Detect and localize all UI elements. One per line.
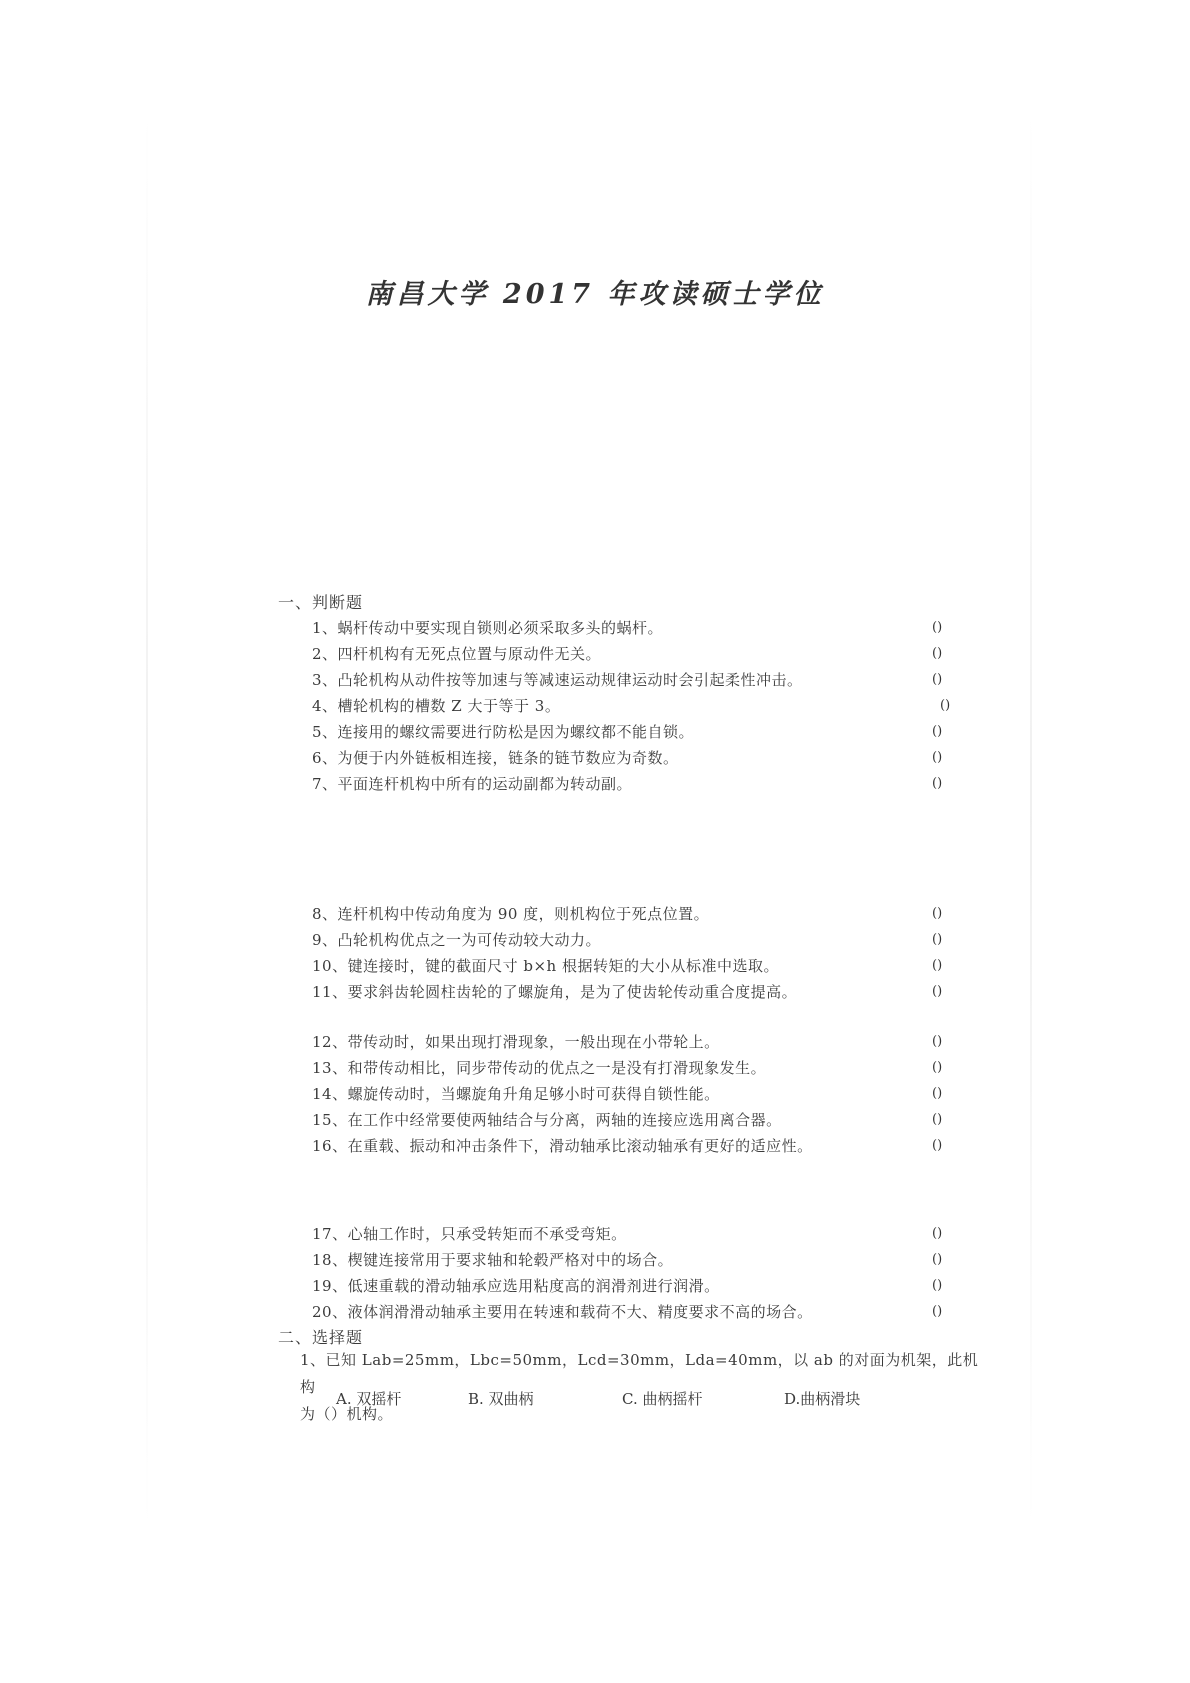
answer-paren: () (932, 646, 943, 661)
judgment-question (312, 1082, 952, 1106)
answer-paren: () (932, 958, 943, 973)
judgment-question (312, 1300, 952, 1324)
answer-paren: () (932, 750, 943, 765)
question-text: 2、四杆机构有无死点位置与原动件无关。 (312, 645, 602, 663)
judgment-question (312, 694, 952, 718)
answer-paren: () (932, 1304, 943, 1319)
judgment-question (312, 720, 952, 744)
question-text: 13、和带传动相比，同步带传动的优点之一是没有打滑现象发生。 (312, 1059, 767, 1077)
option-c: C. 曲柄摇杆 (622, 1390, 703, 1408)
option-b: B. 双曲柄 (468, 1390, 534, 1408)
answer-paren: () (932, 906, 943, 921)
answer-paren: () (940, 698, 951, 713)
option-a: A. 双摇杆 (336, 1390, 402, 1408)
judgment-question (312, 1222, 952, 1246)
question-text: 19、低速重载的滑动轴承应选用粘度高的润滑剂进行润滑。 (312, 1277, 720, 1295)
question-text: 10、键连接时，键的截面尺寸 b×h 根据转矩的大小从标准中选取。 (312, 957, 779, 975)
scan-edge-right (1030, 110, 1032, 1530)
judgment-question (312, 1134, 952, 1158)
choice-options (336, 1388, 936, 1414)
answer-paren: () (932, 1278, 943, 1293)
choice-stem-line: 为（）机构。 (300, 1405, 394, 1423)
answer-paren: () (932, 1060, 943, 1075)
answer-paren: () (932, 620, 943, 635)
question-text: 17、心轴工作时，只承受转矩而不承受弯矩。 (312, 1225, 627, 1243)
judgment-question (312, 980, 952, 1004)
judgment-question (312, 772, 952, 796)
question-text: 18、楔键连接常用于要求轴和轮毂严格对中的场合。 (312, 1251, 674, 1269)
question-text: 3、凸轮机构从动件按等加速与等减速运动规律运动时会引起柔性冲击。 (312, 671, 803, 689)
question-text: 20、液体润滑滑动轴承主要用在转速和载荷不大、精度要求不高的场合。 (312, 1303, 813, 1321)
judgment-question (312, 746, 952, 770)
question-text: 9、凸轮机构优点之一为可传动较大动力。 (312, 931, 602, 949)
judgment-question (312, 928, 952, 952)
question-text: 1、蜗杆传动中要实现自锁则必须采取多头的蜗杆。 (312, 619, 664, 637)
judgment-question (312, 1108, 952, 1132)
answer-paren: () (932, 1138, 943, 1153)
section-heading-choice: 二、选择题 (278, 1328, 364, 1347)
judgment-question (312, 902, 952, 926)
judgment-question (312, 954, 952, 978)
page-title: 南昌大学 2017 年攻读硕士学位 (365, 279, 825, 310)
question-text: 7、平面连杆机构中所有的运动副都为转动副。 (312, 775, 633, 793)
answer-paren: () (932, 984, 943, 999)
answer-paren: () (932, 1034, 943, 1049)
judgment-question (312, 642, 952, 666)
question-text: 4、槽轮机构的槽数 Z 大于等于 3。 (312, 697, 561, 715)
section-heading-judgment: 一、判断题 (278, 593, 364, 612)
judgment-question (312, 616, 952, 640)
option-d: D.曲柄滑块 (784, 1390, 861, 1408)
answer-paren: () (932, 724, 943, 739)
question-text: 16、在重载、振动和冲击条件下，滑动轴承比滚动轴承有更好的适应性。 (312, 1137, 813, 1155)
answer-paren: () (932, 1112, 943, 1127)
question-text: 6、为便于内外链板相连接，链条的链节数应为奇数。 (312, 749, 679, 767)
question-text: 8、连杆机构中传动角度为 90 度，则机构位于死点位置。 (312, 905, 710, 923)
question-text: 5、连接用的螺纹需要进行防松是因为螺纹都不能自锁。 (312, 723, 695, 741)
judgment-question (312, 1030, 952, 1054)
question-text: 15、在工作中经常要使两轴结合与分离，两轴的连接应选用离合器。 (312, 1111, 782, 1129)
answer-paren: () (932, 776, 943, 791)
judgment-question (312, 1274, 952, 1298)
judgment-question (312, 1248, 952, 1272)
question-text: 12、带传动时，如果出现打滑现象，一般出现在小带轮上。 (312, 1033, 720, 1051)
judgment-question (312, 668, 952, 692)
choice-stem-line: 1、已知 Lab=25mm，Lbc=50mm，Lcd=30mm，Lda=40mm，以 ab 的对面为机架，此机构 (300, 1351, 979, 1396)
answer-paren: () (932, 672, 943, 687)
question-text: 11、要求斜齿轮圆柱齿轮的了螺旋角，是为了使齿轮传动重合度提高。 (312, 983, 798, 1001)
question-text: 14、螺旋传动时，当螺旋角升角足够小时可获得自锁性能。 (312, 1085, 720, 1103)
scan-edge-left (146, 110, 148, 1530)
answer-paren: () (932, 1086, 943, 1101)
judgment-question (312, 1056, 952, 1080)
answer-paren: () (932, 1226, 943, 1241)
answer-paren: () (932, 932, 943, 947)
answer-paren: () (932, 1252, 943, 1267)
